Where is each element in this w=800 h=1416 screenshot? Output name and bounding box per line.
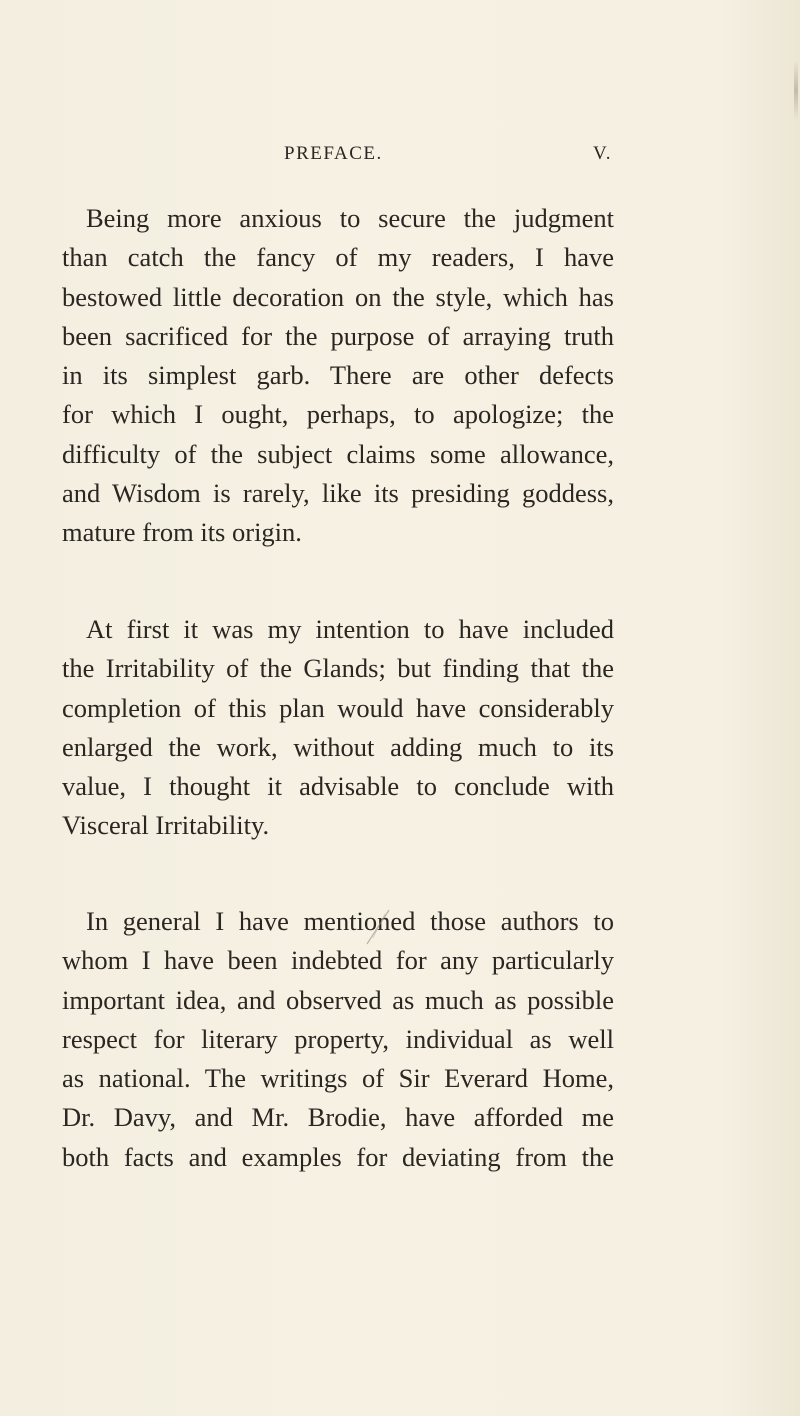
text-line: than catch the fancy of my readers, I have xyxy=(62,242,614,273)
text-line: Being more anxious to secure the judgment xyxy=(86,203,614,233)
text-line: value, I thought it advisable to conclude with xyxy=(62,771,614,802)
text-line: Visceral Irritability. xyxy=(62,810,270,841)
text-line: and Wisdom is rarely, like its presiding goddess, xyxy=(62,478,614,509)
page-title: PREFACE. xyxy=(284,143,383,164)
text-line: enlarged the work, without adding much to its xyxy=(62,731,614,762)
text-line: both facts and examples for deviating from the xyxy=(62,1141,614,1172)
text-line: completion of this plan would have considerably xyxy=(62,692,614,723)
text-line: in its simplest garb. There are other defects xyxy=(62,360,614,391)
page-number: V. xyxy=(593,143,613,164)
paragraph-1 xyxy=(62,199,614,553)
text-line: for which I ought, perhaps, to apologize; the xyxy=(62,399,614,430)
text-line: important idea, and observed as much as possible xyxy=(62,984,614,1015)
text-line: difficulty of the subject claims some allowance, xyxy=(62,438,614,469)
text-line: Dr. Davy, and Mr. Brodie, have afforded me xyxy=(62,1102,614,1133)
pencil-mark xyxy=(363,908,393,946)
text-line: been sacrificed for the purpose of arraying truth xyxy=(62,320,614,351)
text-line: as national. The writings of Sir Everard Home, xyxy=(62,1063,614,1094)
text-line: mature from its origin. xyxy=(62,517,302,548)
text-line: whom I have been indebted for any particularly xyxy=(62,945,614,976)
text-line: respect for literary property, individual as well xyxy=(62,1023,614,1054)
paragraph-2 xyxy=(62,610,614,846)
text-line: In general I have mentioned those authors to xyxy=(86,906,614,936)
paragraph-3 xyxy=(62,902,614,1177)
text-line: bestowed little decoration on the style, which has xyxy=(62,281,614,312)
running-head xyxy=(0,143,800,167)
text-line: the Irritability of the Glands; but finding that the xyxy=(62,653,614,684)
text-line: At first it was my intention to have included xyxy=(86,614,614,644)
page-edge-shadow xyxy=(794,60,798,120)
